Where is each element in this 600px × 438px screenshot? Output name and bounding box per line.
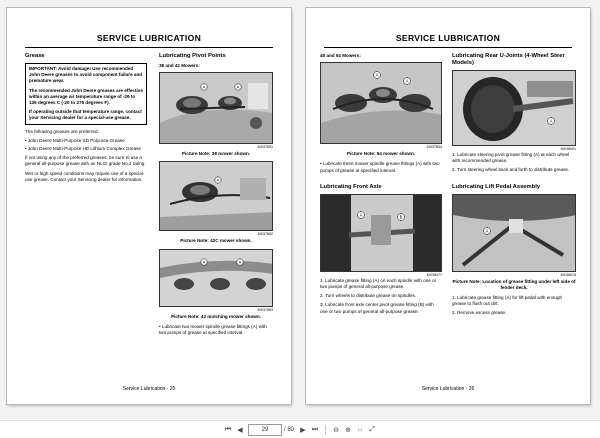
mower-54-photo	[320, 62, 442, 144]
pivot-column	[159, 53, 273, 339]
step: 2. Remove excess grease.	[452, 310, 507, 316]
pivot-heading: Lubricating Pivot Points	[159, 53, 226, 59]
step: 1. Lubricate grease fitting (A) for lift pedal with enough grease to flush out dirt.	[452, 295, 563, 307]
callout-a: A	[236, 84, 240, 90]
toolbar-divider	[325, 425, 326, 435]
figure-code: MX38077	[426, 272, 442, 277]
step: 2. Turn wheels to distribute grease on spindles.	[320, 293, 417, 299]
page-title: SERVICE LUBRICATION	[25, 33, 273, 48]
page-footer: Service Lubrication - 26	[421, 386, 475, 392]
grease-heading: Grease	[25, 53, 45, 59]
rear-ujoint-photo	[452, 70, 576, 146]
right-column	[452, 53, 576, 320]
figure-code: MX37653	[257, 307, 273, 312]
figure-code: MX37651	[257, 145, 273, 150]
last-page-icon[interactable]: ⏭	[311, 425, 319, 433]
fit-width-icon[interactable]: ↔	[356, 426, 364, 433]
grease-paragraph: Wet or high speed conditions may require use of a special-use grease. Contact your Servicing dealer for information.	[25, 170, 145, 182]
step: 3. Lubricate front axle center pivot grease fitting (B) with one or two pumps of general all-purpose grease.	[320, 302, 434, 314]
mower-42c-photo	[159, 161, 273, 231]
picture-note: Picture Note: 42 mulching mower shown.	[171, 313, 261, 319]
mower-38-photo	[159, 72, 273, 144]
mower-subheading: 48 and 54 Mowers:	[320, 53, 361, 58]
callout-a: A	[359, 212, 363, 218]
front-axle-heading: Lubricating Front Axle	[320, 183, 382, 190]
page-total: / 80	[283, 426, 294, 433]
picture-note: Picture Note: Location of grease fitting under left side of fender deck.	[452, 278, 576, 290]
callout-b: B	[399, 214, 403, 220]
figure-code: MX37652	[257, 232, 273, 237]
picture-note: Picture Note: 42C mower shown.	[180, 238, 252, 244]
preferred-label: The following greases are preferred:	[25, 128, 99, 134]
prev-page-icon[interactable]: ◀	[237, 426, 243, 434]
callout-a: A	[375, 72, 379, 78]
page-footer: Service Lubrication - 25	[122, 386, 176, 392]
important-box	[25, 63, 147, 125]
grease-bullet: • John Deere Multi-Purpose SD Polyurea Grease	[25, 137, 125, 143]
page-number-input[interactable]: 29	[248, 424, 282, 436]
zoom-in-icon[interactable]: ⊕	[345, 426, 351, 434]
next-page-icon[interactable]: ▶	[300, 426, 306, 434]
picture-note: Picture Note: 38 mower shown.	[181, 151, 251, 157]
grease-paragraph: If not using any of the preferred greases, be sure to use a general all-purpose grease with an NLGI grade No.2 rating.	[25, 155, 146, 167]
front-axle-photo	[320, 194, 442, 272]
grease-column	[25, 53, 147, 186]
callout-a: A	[238, 259, 242, 265]
mower-subheading: 38 and 42 Mowers:	[159, 63, 200, 68]
lift-pedal-heading: Lubricating Lift Pedal Assembly	[452, 183, 541, 190]
first-page-icon[interactable]: ⏮	[224, 425, 232, 433]
mower-bullet: • Lubricate three mower spindle grease fittings (A) with two pumps of grease at specified interval.	[320, 161, 440, 173]
figure-code: MX38078	[560, 272, 576, 277]
callout-a: A	[405, 78, 409, 84]
figure-code: MX38091	[560, 147, 576, 151]
lift-pedal-photo	[452, 194, 576, 272]
step: 1. Lubricate steering pivot grease fitting (A) at each wheel with recommended grease.	[452, 152, 570, 164]
page-26	[306, 8, 590, 404]
picture-note: Picture Note: 54 mower shown.	[346, 151, 416, 157]
callout-a: A	[485, 228, 489, 234]
grease-bullet: • John Deere Multi-Purpose HD Lithium Complex Grease	[25, 146, 141, 152]
callout-a: A	[202, 259, 206, 265]
step: 1. Lubricate grease fitting (A) on each spindle with one or two pumps of general all-purpose grease.	[320, 277, 437, 290]
callout-a: A	[216, 178, 220, 184]
rear-ujoints-heading: Lubricating Rear U-Joints (4-Wheel Steer Models)	[452, 53, 565, 66]
figure-code: MX37654	[426, 145, 442, 150]
callout-a: A	[202, 84, 206, 90]
left-column	[320, 53, 442, 318]
page-title: SERVICE LUBRICATION	[324, 33, 572, 48]
mower-42-mulching-photo	[159, 249, 273, 307]
callout-a: A	[549, 118, 553, 124]
warning-line: The recommended John Deere greases are effective within an average air temperature range of -29 to 135 degrees C (-20 to 275 degrees F).	[29, 87, 143, 106]
page-25	[7, 8, 291, 404]
fullscreen-icon[interactable]: ⤢	[369, 425, 375, 433]
warning-line: IMPORTANT: Avoid damage! Use recommended John Deere greases to avoid component failure and premature wear.	[29, 66, 143, 84]
step: 2. Turn steering wheel back and forth to distribute grease.	[452, 167, 570, 173]
pdf-toolbar	[0, 420, 600, 438]
warning-line: If operating outside that temperature range, contact your Servicing dealer for a special-use grease.	[29, 109, 142, 121]
zoom-out-icon[interactable]: ⊖	[333, 426, 339, 434]
pivot-bullet: • Lubricate two mower spindle grease fittings (A) with two pumps of grease at specified interval.	[159, 323, 267, 336]
